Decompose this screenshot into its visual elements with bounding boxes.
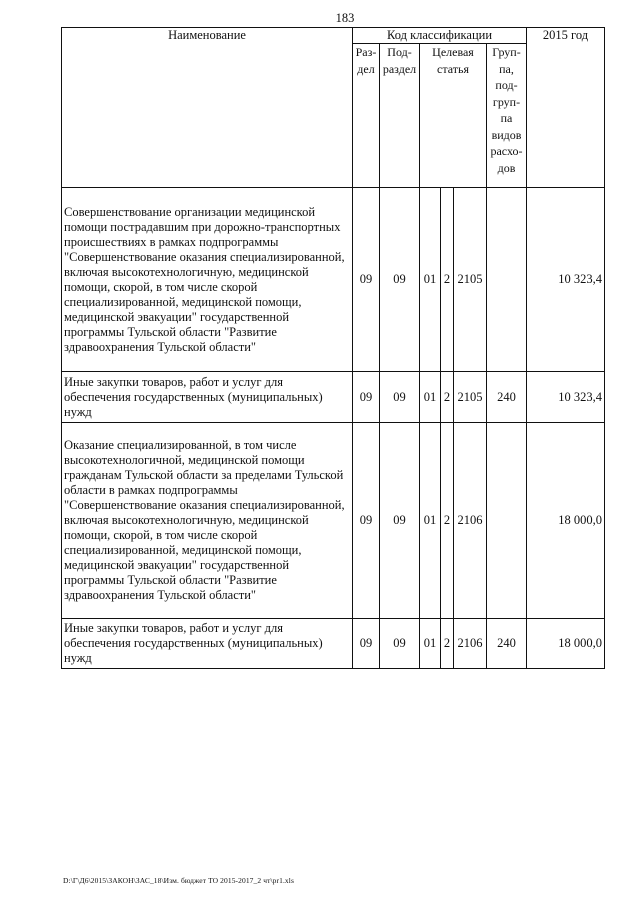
row-section: 09 [353,619,380,669]
row-expense-group [487,188,527,372]
row-expense-group: 240 [487,372,527,423]
row-amount: 10 323,4 [527,188,605,372]
row-target-subprogram: 2 [441,619,454,669]
page-number: 183 [335,11,355,25]
row-section: 09 [353,372,380,423]
row-section: 09 [353,423,380,619]
row-target-subprogram: 2 [441,423,454,619]
row-name: Совершенствование организации медицинской помощи пострадавшим при дорожно-транспортных происшествиях в рамках подпрограммы "Совершенствование оказания специализированной, включая высокотехнологичную, медицинской помощи, скорой, в том числе скорой специализированной, медицинской помощи, медицинской эвакуации" государственной программы Тульской области "Развитие здравоохранения Тульской области" [62,188,353,372]
row-subsection: 09 [380,188,420,372]
row-expense-group: 240 [487,619,527,669]
row-subsection: 09 [380,372,420,423]
header-subsection: Под- раздел [380,44,420,188]
row-amount: 18 000,0 [527,423,605,619]
header-classification-code: Код классификации [353,28,527,44]
row-target-subprogram: 2 [441,372,454,423]
header-name: Наименование [62,28,353,188]
row-amount: 10 323,4 [527,372,605,423]
file-path-footer: D:\Г\Д6\2015\ЗАКОН\ЗАС_18\Изм. бюджет ТО 2015-2017_2 чт\pr1.xls [63,876,294,885]
row-name: Иные закупки товаров, работ и услуг для обеспечения государственных (муниципальных) нужд [62,372,353,423]
row-target-direction: 2105 [454,372,487,423]
header-row-1 [62,28,605,44]
row-target-direction: 2106 [454,423,487,619]
header-expense-group: Груп- па, под- груп- па видов расхо- дов [487,44,527,188]
row-amount: 18 000,0 [527,619,605,669]
row-expense-group [487,423,527,619]
row-target-program: 01 [420,423,441,619]
row-section: 09 [353,188,380,372]
table-row [62,372,605,423]
row-target-program: 01 [420,188,441,372]
table-row [62,619,605,669]
row-target-subprogram: 2 [441,188,454,372]
header-section: Раз- дел [353,44,380,188]
row-subsection: 09 [380,619,420,669]
row-target-direction: 2106 [454,619,487,669]
header-year: 2015 год [527,28,605,188]
header-target-item: Целевая статья [420,44,487,188]
table-row [62,423,605,619]
row-subsection: 09 [380,423,420,619]
row-target-program: 01 [420,372,441,423]
table-row [62,188,605,372]
row-target-direction: 2105 [454,188,487,372]
budget-table [61,27,605,669]
row-target-program: 01 [420,619,441,669]
row-name: Оказание специализированной, в том числе высокотехнологичной, медицинской помощи гражданам Тульской области за пределами Тульской области в рамках подпрограммы "Совершенствование оказания специализированной, включая высокотехнологичную, медицинской помощи, скорой, в том числе скорой специализированной, медицинской помощи, медицинской эвакуации" государственной программы Тульской области "Развитие здравоохранения Тульской области" [62,423,353,619]
row-name: Иные закупки товаров, работ и услуг для обеспечения государственных (муниципальных) нужд [62,619,353,669]
